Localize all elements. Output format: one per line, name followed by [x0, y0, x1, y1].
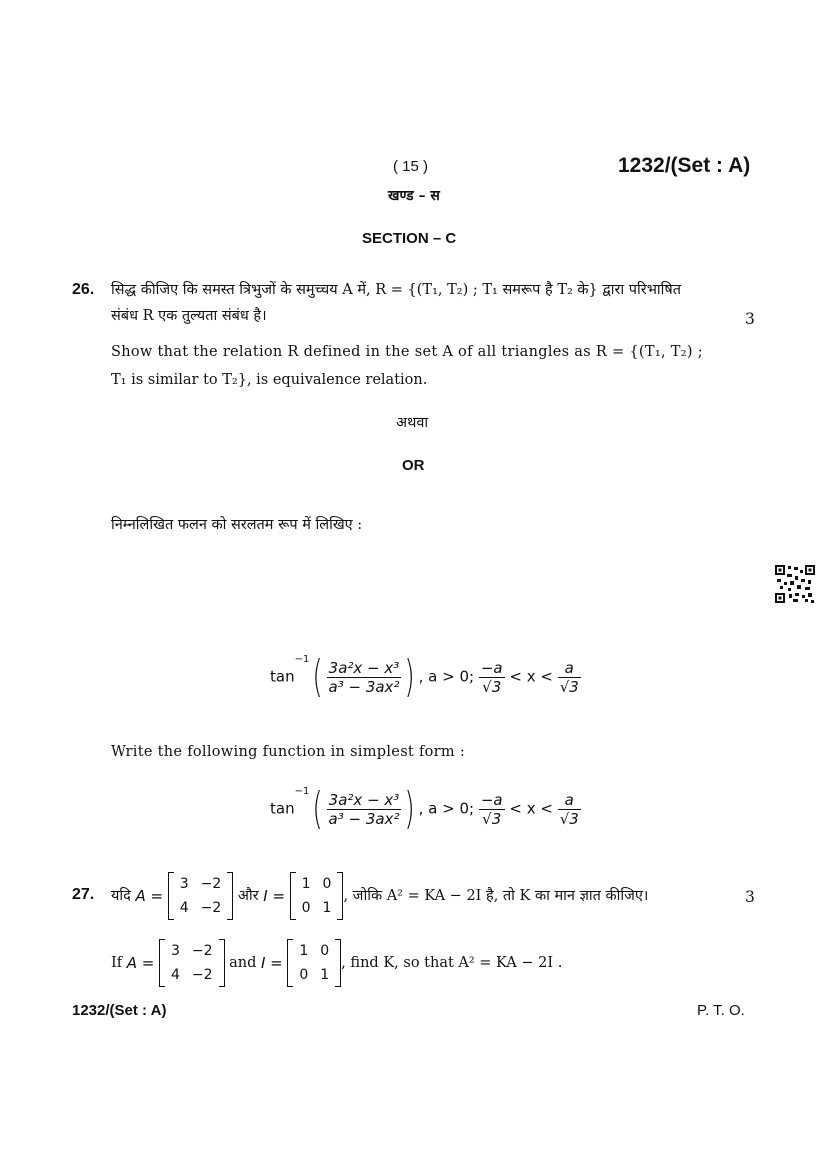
matrix-I-english: 1 0 0 1 [287, 939, 341, 987]
page-number: ( 15 ) [393, 158, 429, 175]
q26-alt-english: Write the following function in simplest form : [111, 744, 466, 760]
q26-english-line1: Show that the relation R defined in the set A of all triangles as R = {(T₁, T₂) ; [111, 344, 703, 360]
or-english: OR [402, 457, 425, 474]
section-title-english: SECTION – C [362, 230, 457, 247]
paper-code-header: 1232/(Set : A) [618, 154, 751, 177]
formula-1: $\tan^{-1}$( $\frac{\text{3a²x − x³}}{\text{a³ − 3ax²}}$ ) , a > 0; $\frac{-a}{√3}$ < x < $\frac{a}{√3}$ [270, 651, 579, 702]
pto-label: P. T. O. [697, 1002, 745, 1019]
q26-english-line2: T₁ is similar to T₂}, is equivalence relation. [111, 372, 428, 388]
q26-alt-hindi: निम्नलिखित फलन को सरलतम रूप में लिखिए : [111, 517, 363, 533]
q27-hindi-line: यदि A = 3 −2 4 −2 और I = 1 0 0 1 , जोकि A² = KA − 2I है, तो K का मान ज्ञात कीजिए। [111, 872, 648, 920]
formula-2: $\tan^{-1}$( $\frac{\text{3a²x − x³}}{\text{a³ − 3ax²}}$ ) , a > 0; $\frac{-a}{√3}$ < x < $\frac{a}{√3}$ [270, 783, 579, 834]
section-title-hindi: खण्ड – स [388, 188, 440, 204]
matrix-A: 3 −2 4 −2 [168, 872, 234, 920]
q26-hindi-line2: संबंध R एक तुल्यता संबंध है। [111, 308, 267, 324]
matrix-A-english: 3 −2 4 −2 [159, 939, 225, 987]
qr-code-image [775, 565, 815, 603]
or-hindi: अथवा [396, 415, 429, 431]
q27-marks: 3 [745, 888, 755, 906]
paper-code-footer: 1232/(Set : A) [72, 1002, 167, 1019]
q27-english-line: If A = 3 −2 4 −2 and I = 1 0 0 1 , find K, so that A² = KA − 2I . [111, 939, 562, 987]
matrix-I: 1 0 0 1 [290, 872, 344, 920]
q26-marks: 3 [745, 310, 755, 328]
question-number-27: 27. [72, 886, 95, 903]
q26-hindi-line1: सिद्ध कीजिए कि समस्त त्रिभुजों के समुच्चय A में, R = {(T₁, T₂) ; T₁ समरूप है T₂ के} द्वारा परिभाषित [111, 282, 682, 298]
question-number-26: 26. [72, 281, 95, 298]
